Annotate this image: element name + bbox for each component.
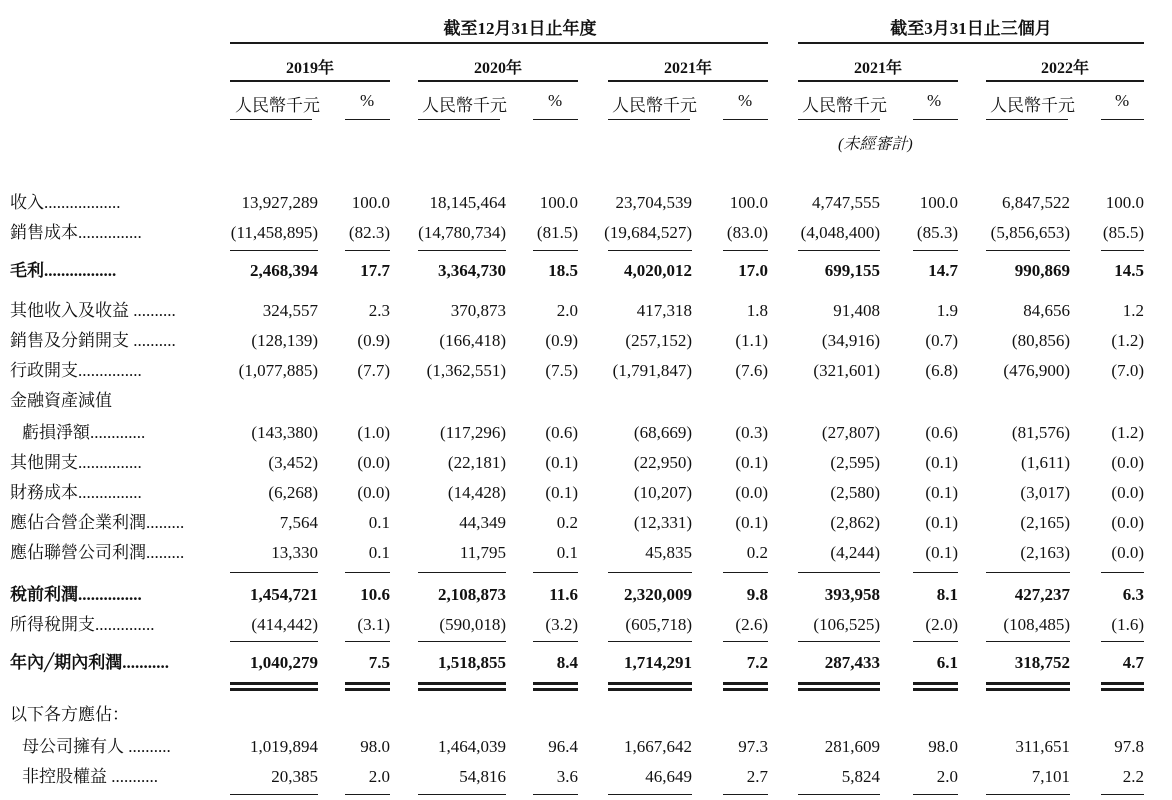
amount-cell: 54,816: [459, 767, 506, 786]
amount-cell: 699,155: [824, 261, 880, 280]
amount-cell: (22,181): [447, 453, 506, 472]
percent-cell: 100.0: [539, 193, 578, 212]
amount-cell: (34,916): [821, 331, 880, 350]
row-label: 所得稅開支..............: [10, 615, 155, 634]
amount-cell: (27,807): [821, 423, 880, 442]
unit-rule: [533, 119, 578, 120]
percent-cell: 96.4: [548, 737, 578, 756]
percent-cell: 14.5: [1114, 261, 1144, 280]
unit-header-amount: 人民幣千元: [802, 96, 887, 115]
percent-cell: (6.8): [925, 361, 958, 380]
amount-cell: (11,458,895): [230, 223, 318, 242]
row-label: 應佔合營企業利潤.........: [10, 513, 185, 532]
unit-rule: [418, 119, 500, 120]
row-label: 銷售及分銷開支 ..........: [10, 331, 176, 350]
percent-cell: 8.1: [936, 585, 958, 604]
percent-cell: 0.1: [368, 513, 390, 532]
percent-cell: 14.7: [928, 261, 958, 280]
column-rule: [418, 641, 506, 642]
amount-cell: (476,900): [1003, 361, 1070, 380]
percent-cell: (1.2): [1111, 331, 1144, 350]
column-rule: [608, 682, 692, 685]
percent-cell: 2.3: [368, 301, 390, 320]
column-rule: [913, 688, 958, 691]
column-rule: [533, 682, 578, 685]
percent-cell: (0.0): [357, 483, 390, 502]
percent-cell: 8.4: [556, 653, 578, 672]
column-rule: [986, 641, 1070, 642]
amount-cell: 4,020,012: [624, 261, 692, 280]
column-rule: [345, 688, 390, 691]
amount-cell: (12,331): [633, 513, 692, 532]
percent-cell: 97.3: [738, 737, 768, 756]
row-label: 收入..................: [10, 193, 121, 212]
percent-cell: (0.6): [545, 423, 578, 442]
column-rule: [723, 641, 768, 642]
amount-cell: 3,364,730: [438, 261, 506, 280]
percent-cell: (82.3): [348, 223, 390, 242]
group-header-rule: [798, 42, 1144, 44]
percent-cell: (7.0): [1111, 361, 1144, 380]
percent-cell: (81.5): [536, 223, 578, 242]
column-rule: [913, 250, 958, 251]
amount-cell: 1,454,721: [250, 585, 318, 604]
table-row: [0, 610, 1172, 640]
amount-cell: (321,601): [813, 361, 880, 380]
amount-cell: 46,649: [645, 767, 692, 786]
column-rule: [798, 794, 880, 795]
amount-cell: 417,318: [636, 301, 692, 320]
amount-cell: (5,856,653): [990, 223, 1070, 242]
percent-cell: (1.2): [1111, 423, 1144, 442]
unit-rule: [608, 119, 690, 120]
group-header-year-ended: 截至12月31日止年度: [443, 19, 597, 38]
amount-cell: 45,835: [645, 543, 692, 562]
column-rule: [608, 794, 692, 795]
percent-cell: 2.7: [746, 767, 768, 786]
amount-cell: 91,408: [833, 301, 880, 320]
column-rule: [533, 794, 578, 795]
column-rule: [1101, 688, 1144, 691]
percent-cell: 2.0: [556, 301, 578, 320]
year-rule: [608, 80, 768, 82]
percent-cell: (1.6): [1111, 615, 1144, 634]
table-row: [0, 648, 1172, 678]
row-label: 其他收入及收益 ..........: [10, 301, 176, 320]
amount-cell: 1,518,855: [438, 653, 506, 672]
amount-cell: (166,418): [439, 331, 506, 350]
column-rule: [608, 250, 692, 251]
percent-cell: 11.6: [549, 585, 578, 604]
column-rule: [986, 572, 1070, 573]
amount-cell: (6,268): [268, 483, 318, 502]
percent-cell: (7.7): [357, 361, 390, 380]
amount-cell: (117,296): [440, 423, 506, 442]
unit-header-pct: %: [548, 91, 563, 110]
row-label: 虧損淨額.............: [22, 423, 146, 442]
percent-cell: (85.5): [1102, 223, 1144, 242]
year-header: 2019年: [285, 60, 334, 77]
percent-cell: 7.2: [746, 653, 768, 672]
column-rule: [418, 688, 506, 691]
unit-rule: [986, 119, 1068, 120]
year-header: 2021年: [663, 60, 712, 77]
amount-cell: (1,077,885): [238, 361, 318, 380]
amount-cell: (2,163): [1020, 543, 1070, 562]
column-rule: [723, 682, 768, 685]
column-rule: [230, 794, 318, 795]
amount-cell: 20,385: [271, 767, 318, 786]
table-row: [0, 386, 1172, 416]
unit-header-amount: 人民幣千元: [990, 96, 1075, 115]
amount-cell: (4,048,400): [800, 223, 880, 242]
column-rule: [986, 794, 1070, 795]
column-rule: [345, 572, 390, 573]
amount-cell: 7,101: [1031, 767, 1070, 786]
column-rule: [798, 250, 880, 251]
column-rule: [1101, 794, 1144, 795]
table-row: [0, 448, 1172, 478]
percent-cell: (0.1): [925, 543, 958, 562]
amount-cell: 1,464,039: [438, 737, 506, 756]
amount-cell: (1,362,551): [426, 361, 506, 380]
table-row: [0, 218, 1172, 248]
unit-rule: [230, 119, 312, 120]
amount-cell: (1,611): [1021, 453, 1070, 472]
percent-cell: 17.0: [738, 261, 768, 280]
amount-cell: 1,667,642: [624, 737, 692, 756]
column-rule: [345, 641, 390, 642]
amount-cell: 287,433: [824, 653, 880, 672]
row-label: 財務成本...............: [10, 483, 142, 502]
row-label: 金融資產減值: [10, 391, 112, 410]
amount-cell: (128,139): [251, 331, 318, 350]
percent-cell: (0.3): [735, 423, 768, 442]
amount-cell: (106,525): [813, 615, 880, 634]
amount-cell: 84,656: [1023, 301, 1070, 320]
year-rule: [986, 80, 1144, 82]
percent-cell: 100.0: [729, 193, 768, 212]
amount-cell: (2,862): [830, 513, 880, 532]
group-header-rule: [230, 42, 768, 44]
column-rule: [1101, 641, 1144, 642]
row-label: 其他開支...............: [10, 453, 142, 472]
amount-cell: 1,714,291: [624, 653, 692, 672]
amount-cell: 13,927,289: [241, 193, 318, 212]
percent-cell: 1.8: [746, 301, 768, 320]
column-rule: [913, 682, 958, 685]
amount-cell: 311,651: [1015, 737, 1070, 756]
unit-header-pct: %: [360, 91, 375, 110]
percent-cell: (2.0): [925, 615, 958, 634]
table-row: [0, 762, 1172, 792]
percent-cell: 2.0: [936, 767, 958, 786]
amount-cell: 2,468,394: [250, 261, 318, 280]
year-rule: [230, 80, 390, 82]
unit-header-amount: 人民幣千元: [235, 96, 320, 115]
row-label: 母公司擁有人 ..........: [22, 737, 171, 756]
table-row: [0, 256, 1172, 286]
percent-cell: 1.2: [1122, 301, 1144, 320]
column-rule: [986, 682, 1070, 685]
percent-cell: 100.0: [919, 193, 958, 212]
percent-cell: (0.0): [357, 453, 390, 472]
column-rule: [533, 641, 578, 642]
amount-cell: 318,752: [1014, 653, 1070, 672]
amount-cell: 4,747,555: [812, 193, 880, 212]
percent-cell: (3.2): [545, 615, 578, 634]
percent-cell: (85.3): [916, 223, 958, 242]
column-rule: [418, 572, 506, 573]
amount-cell: (4,244): [830, 543, 880, 562]
percent-cell: (0.1): [925, 453, 958, 472]
unit-header-amount: 人民幣千元: [612, 96, 697, 115]
column-rule: [1101, 682, 1144, 685]
column-rule: [608, 641, 692, 642]
unit-rule: [345, 119, 390, 120]
percent-cell: 0.1: [368, 543, 390, 562]
column-rule: [1101, 572, 1144, 573]
row-label: 銷售成本...............: [10, 223, 142, 242]
column-rule: [230, 688, 318, 691]
amount-cell: 5,824: [841, 767, 880, 786]
percent-cell: 4.7: [1122, 653, 1144, 672]
column-rule: [230, 682, 318, 685]
percent-cell: (7.6): [735, 361, 768, 380]
percent-cell: 6.1: [936, 653, 958, 672]
percent-cell: (0.1): [735, 513, 768, 532]
percent-cell: (0.0): [735, 483, 768, 502]
percent-cell: (0.1): [545, 453, 578, 472]
column-rule: [418, 250, 506, 251]
amount-cell: 11,795: [459, 543, 506, 562]
year-header: 2020年: [473, 60, 522, 77]
percent-cell: (0.9): [545, 331, 578, 350]
percent-cell: (0.7): [925, 331, 958, 350]
column-rule: [913, 794, 958, 795]
column-rule: [533, 250, 578, 251]
percent-cell: 10.6: [360, 585, 390, 604]
percent-cell: (83.0): [726, 223, 768, 242]
percent-cell: (7.5): [545, 361, 578, 380]
percent-cell: (3.1): [357, 615, 390, 634]
percent-cell: 17.7: [360, 261, 390, 280]
amount-cell: 393,958: [824, 585, 880, 604]
percent-cell: 98.0: [360, 737, 390, 756]
percent-cell: (0.0): [1111, 513, 1144, 532]
column-rule: [345, 794, 390, 795]
amount-cell: 427,237: [1014, 585, 1070, 604]
row-label: 以下各方應佔：: [10, 705, 129, 724]
row-label: 年內╱期內利潤...........: [10, 653, 169, 672]
column-rule: [418, 682, 506, 685]
unit-rule: [1101, 119, 1144, 120]
amount-cell: 370,873: [450, 301, 506, 320]
amount-cell: 18,145,464: [429, 193, 506, 212]
percent-cell: 6.3: [1122, 585, 1144, 604]
column-rule: [986, 250, 1070, 251]
amount-cell: (10,207): [633, 483, 692, 502]
amount-cell: (2,595): [830, 453, 880, 472]
percent-cell: 2.2: [1122, 767, 1144, 786]
column-rule: [345, 682, 390, 685]
row-label: 稅前利潤...............: [10, 585, 142, 604]
amount-cell: (143,380): [251, 423, 318, 442]
row-label: 應佔聯營公司利潤.........: [10, 543, 185, 562]
amount-cell: 2,320,009: [624, 585, 692, 604]
amount-cell: (590,018): [439, 615, 506, 634]
column-rule: [798, 682, 880, 685]
percent-cell: (0.9): [357, 331, 390, 350]
amount-cell: (2,580): [830, 483, 880, 502]
amount-cell: 1,019,894: [250, 737, 318, 756]
column-rule: [723, 688, 768, 691]
column-rule: [533, 688, 578, 691]
column-rule: [723, 794, 768, 795]
column-rule: [230, 572, 318, 573]
column-rule: [798, 688, 880, 691]
percent-cell: 98.0: [928, 737, 958, 756]
percent-cell: (0.1): [735, 453, 768, 472]
amount-cell: (19,684,527): [604, 223, 692, 242]
percent-cell: (2.6): [735, 615, 768, 634]
table-row: [0, 356, 1172, 386]
amount-cell: (14,780,734): [418, 223, 506, 242]
year-rule: [418, 80, 578, 82]
amount-cell: (605,718): [625, 615, 692, 634]
column-rule: [1101, 250, 1144, 251]
unit-rule: [723, 119, 768, 120]
amount-cell: 7,564: [279, 513, 318, 532]
amount-cell: 6,847,522: [1002, 193, 1070, 212]
unit-rule: [913, 119, 958, 120]
table-row: [0, 296, 1172, 326]
percent-cell: 97.8: [1114, 737, 1144, 756]
percent-cell: 2.0: [368, 767, 390, 786]
column-rule: [723, 572, 768, 573]
table-row: [0, 418, 1172, 448]
percent-cell: 9.8: [746, 585, 768, 604]
column-rule: [798, 641, 880, 642]
amount-cell: (414,442): [251, 615, 318, 634]
row-label: 非控股權益 ...........: [22, 767, 158, 786]
table-row: [0, 538, 1172, 568]
table-row: [0, 188, 1172, 218]
percent-cell: 1.9: [936, 301, 958, 320]
amount-cell: 1,040,279: [250, 653, 318, 672]
amount-cell: (80,856): [1011, 331, 1070, 350]
table-row: [0, 508, 1172, 538]
amount-cell: (14,428): [447, 483, 506, 502]
table-row: [0, 732, 1172, 762]
unaudited-note: (未經審計): [838, 136, 913, 153]
amount-cell: (108,485): [1003, 615, 1070, 634]
percent-cell: (0.1): [925, 513, 958, 532]
amount-cell: (3,017): [1020, 483, 1070, 502]
percent-cell: 0.2: [746, 543, 768, 562]
amount-cell: (81,576): [1011, 423, 1070, 442]
amount-cell: 13,330: [271, 543, 318, 562]
amount-cell: 281,609: [824, 737, 880, 756]
percent-cell: (0.1): [545, 483, 578, 502]
unit-header-pct: %: [1115, 91, 1130, 110]
unit-header-pct: %: [927, 91, 942, 110]
column-rule: [798, 572, 880, 573]
amount-cell: (257,152): [625, 331, 692, 350]
percent-cell: (0.1): [925, 483, 958, 502]
amount-cell: 990,869: [1014, 261, 1070, 280]
table-row: [0, 478, 1172, 508]
amount-cell: (3,452): [268, 453, 318, 472]
percent-cell: 0.1: [556, 543, 578, 562]
percent-cell: (0.0): [1111, 453, 1144, 472]
row-label: 行政開支...............: [10, 361, 142, 380]
year-header: 2022年: [1040, 60, 1089, 77]
percent-cell: 3.6: [556, 767, 578, 786]
unit-header-amount: 人民幣千元: [422, 96, 507, 115]
column-rule: [913, 641, 958, 642]
percent-cell: 7.5: [368, 653, 390, 672]
percent-cell: 18.5: [548, 261, 578, 280]
amount-cell: (2,165): [1020, 513, 1070, 532]
group-header-three-months: 截至3月31日止三個月: [890, 19, 1052, 38]
column-rule: [533, 572, 578, 573]
unit-header-pct: %: [738, 91, 753, 110]
percent-cell: 100.0: [351, 193, 390, 212]
row-label: 毛利.................: [10, 261, 117, 280]
year-rule: [798, 80, 958, 82]
amount-cell: (68,669): [633, 423, 692, 442]
amount-cell: (1,791,847): [612, 361, 692, 380]
percent-cell: (1.0): [357, 423, 390, 442]
percent-cell: (0.0): [1111, 543, 1144, 562]
table-row: [0, 580, 1172, 610]
column-rule: [608, 572, 692, 573]
amount-cell: 44,349: [459, 513, 506, 532]
amount-cell: 2,108,873: [438, 585, 506, 604]
column-rule: [230, 641, 318, 642]
percent-cell: (0.0): [1111, 483, 1144, 502]
percent-cell: 0.2: [556, 513, 578, 532]
percent-cell: (0.6): [925, 423, 958, 442]
column-rule: [418, 794, 506, 795]
year-header: 2021年: [853, 60, 902, 77]
table-row: [0, 326, 1172, 356]
column-rule: [608, 688, 692, 691]
column-rule: [345, 250, 390, 251]
percent-cell: 100.0: [1105, 193, 1144, 212]
column-rule: [986, 688, 1070, 691]
column-rule: [230, 250, 318, 251]
table-row: [0, 700, 1172, 730]
column-rule: [913, 572, 958, 573]
amount-cell: 324,557: [262, 301, 318, 320]
column-rule: [723, 250, 768, 251]
percent-cell: (1.1): [735, 331, 768, 350]
amount-cell: 23,704,539: [615, 193, 692, 212]
unit-rule: [798, 119, 880, 120]
amount-cell: (22,950): [633, 453, 692, 472]
